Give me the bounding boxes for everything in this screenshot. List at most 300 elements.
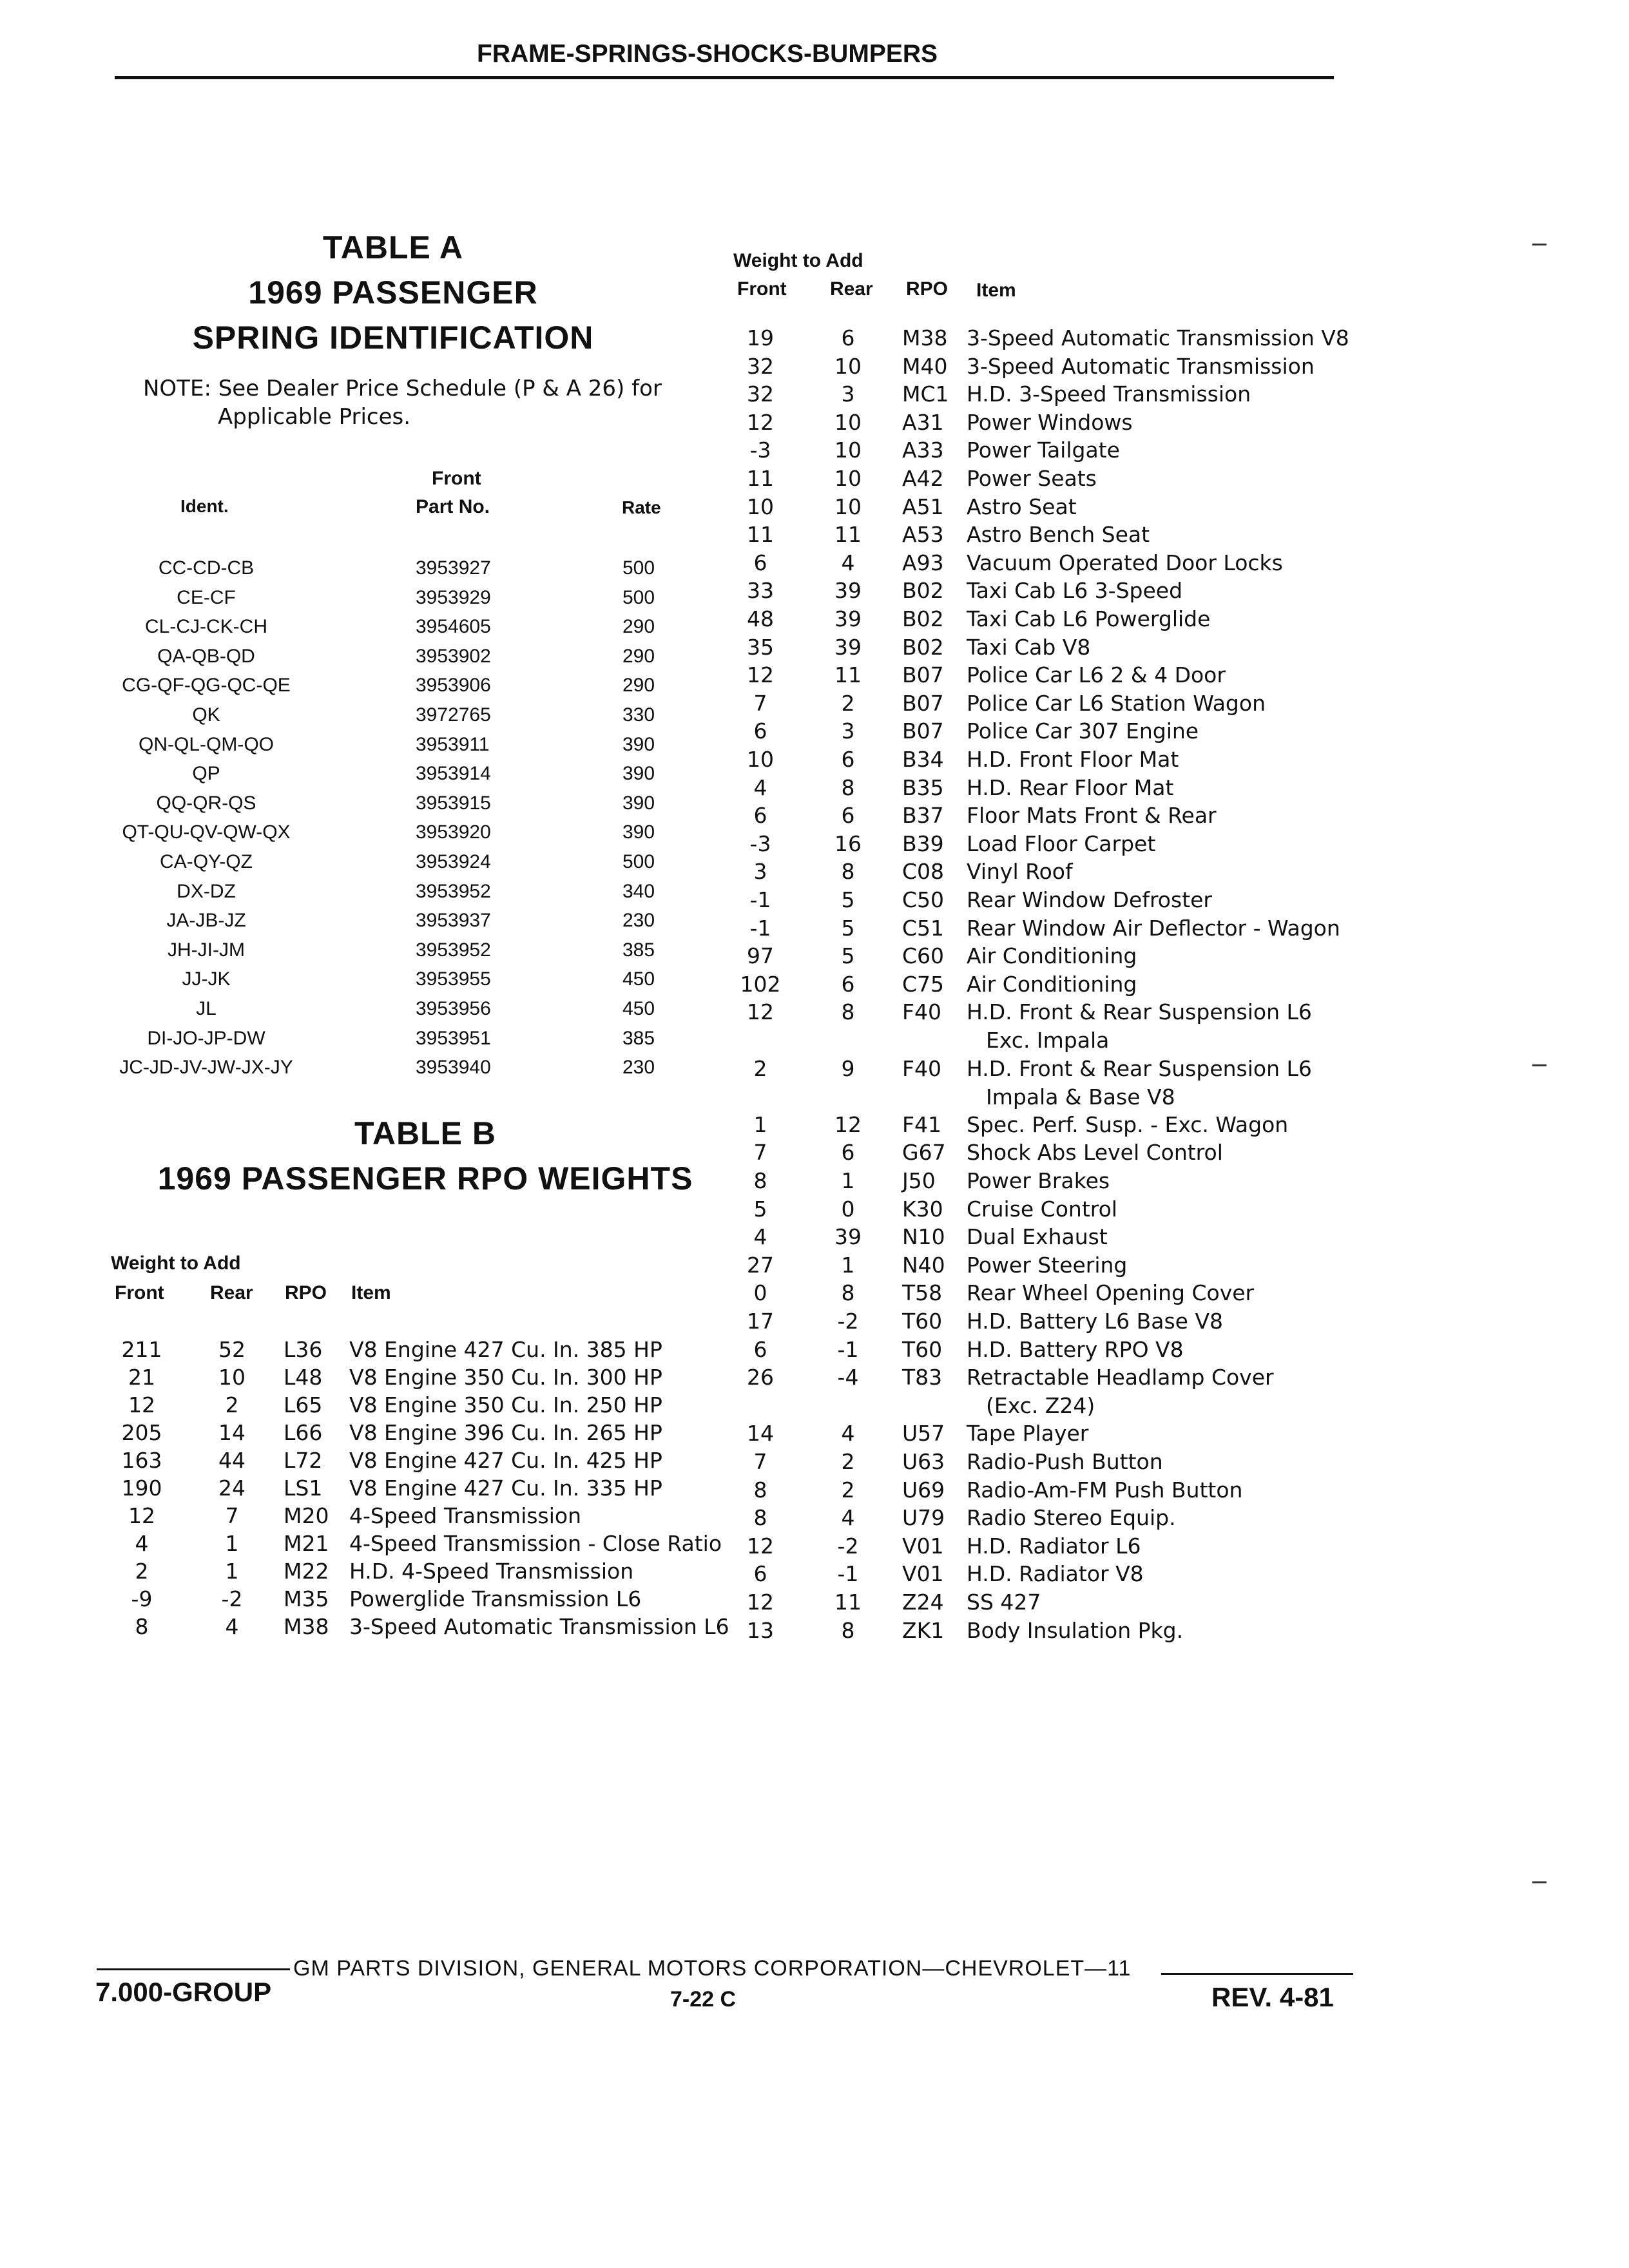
spring-rate: 385	[622, 939, 655, 961]
spring-part-number: 3953952	[416, 881, 491, 902]
weight-rear: 9	[841, 1056, 855, 1081]
table-row	[0, 718, 1353, 747]
weight-rear: -2	[221, 1586, 243, 1611]
spring-part-number: 3953937	[416, 910, 491, 931]
rpo-code: B07	[902, 662, 944, 687]
table-row	[0, 1056, 1353, 1110]
weight-front: 11	[747, 466, 774, 491]
weight-front: 12	[747, 1533, 774, 1559]
rpo-code: T58	[902, 1280, 943, 1305]
page-header-title: FRAME-SPRINGS-SHOCKS-BUMPERS	[477, 40, 938, 68]
spring-rate: 390	[622, 763, 655, 784]
weight-rear: 2	[841, 1477, 855, 1503]
spring-ident: DX-DZ	[177, 881, 236, 902]
weight-rear: 1	[225, 1531, 239, 1556]
rpo-item: V8 Engine 427 Cu. In. 425 HP	[349, 1448, 662, 1473]
rpo-code: U79	[902, 1505, 945, 1530]
weight-front: 7	[753, 1140, 767, 1165]
spring-ident: CG-QF-QG-QC-QE	[122, 675, 291, 696]
table-a-subtitle-2: SPRING IDENTIFICATION	[192, 320, 594, 356]
rpo-item: H.D. Front & Rear Suspension L6	[967, 999, 1312, 1024]
spring-rate: 500	[622, 557, 655, 579]
table-row	[0, 943, 1353, 972]
table-row	[0, 747, 1353, 775]
spring-ident: JC-JD-JV-JW-JX-JY	[119, 1057, 293, 1078]
weight-front: 4	[753, 1224, 767, 1249]
rpo-item: V8 Engine 350 Cu. In. 250 HP	[349, 1392, 662, 1418]
weight-rear: 8	[841, 1280, 855, 1305]
rpo-code: T60	[902, 1309, 943, 1334]
table-a-subtitle: 1969 PASSENGER	[248, 274, 538, 311]
rpo-code: A33	[902, 437, 944, 463]
weight-front: -9	[131, 1586, 153, 1611]
footer-division: GM PARTS DIVISION, GENERAL MOTORS CORPORATION—CHEVROLET—11	[293, 1956, 1132, 1981]
weight-front: 48	[747, 606, 774, 631]
weight-rear: 12	[834, 1112, 862, 1137]
footer-page-number: 7-22 C	[670, 1987, 737, 2012]
table-b-cont-col-item: Item	[976, 280, 1016, 301]
spring-ident: QP	[192, 763, 220, 784]
spring-part-number: 3953956	[416, 998, 491, 1019]
spring-rate: 500	[622, 851, 655, 872]
rpo-item: Dual Exhaust	[967, 1224, 1108, 1249]
weight-rear: 6	[841, 803, 855, 828]
spring-part-number: 3972765	[416, 704, 491, 726]
spring-ident: JL	[196, 998, 217, 1019]
rpo-code: L48	[284, 1365, 323, 1390]
weight-front: 8	[135, 1614, 149, 1639]
rpo-item: Spec. Perf. Susp. - Exc. Wagon	[967, 1112, 1289, 1137]
weight-rear: 4	[225, 1614, 239, 1639]
spring-part-number: 3953902	[416, 646, 491, 667]
margin-mark	[1532, 244, 1547, 245]
weight-rear: 6	[841, 325, 855, 351]
rpo-item-continued: Impala & Base V8	[986, 1084, 1175, 1110]
rpo-code: N10	[902, 1224, 945, 1249]
weight-rear: 52	[218, 1337, 246, 1362]
weight-rear: 2	[841, 691, 855, 716]
rpo-item: Air Conditioning	[967, 972, 1137, 997]
weight-rear: 44	[218, 1448, 246, 1473]
rpo-item: Cruise Control	[967, 1196, 1117, 1222]
rpo-item: V8 Engine 396 Cu. In. 265 HP	[349, 1420, 662, 1445]
rpo-item: Astro Seat	[967, 494, 1077, 519]
rpo-item: H.D. Rear Floor Mat	[967, 775, 1174, 800]
table-b-cont-col-rear: Rear	[830, 278, 873, 300]
rpo-item: Power Tailgate	[967, 437, 1120, 463]
rpo-item: Radio-Am-FM Push Button	[967, 1477, 1243, 1503]
spring-rate: 290	[622, 675, 655, 696]
weight-rear: 10	[834, 494, 862, 519]
rpo-code: LS1	[284, 1475, 323, 1501]
rpo-code: A51	[902, 494, 944, 519]
weight-front: 32	[747, 354, 774, 379]
weight-rear: 6	[841, 747, 855, 772]
weight-front: 6	[753, 1337, 767, 1362]
rpo-code: M35	[284, 1586, 329, 1611]
weight-front: 17	[747, 1309, 774, 1334]
rpo-item: SS 427	[967, 1590, 1041, 1615]
table-a-col-partno: Part No.	[416, 496, 490, 517]
rpo-item: V8 Engine 427 Cu. In. 335 HP	[349, 1475, 662, 1501]
table-row	[0, 1618, 1353, 1646]
rpo-item: Floor Mats Front & Rear	[967, 803, 1217, 828]
spring-rate: 230	[622, 1057, 655, 1078]
table-b-col-front: Front	[115, 1282, 164, 1303]
rpo-item: H.D. Battery RPO V8	[967, 1337, 1184, 1362]
rpo-code: ZK1	[902, 1618, 945, 1643]
rpo-code: M21	[284, 1531, 329, 1556]
rpo-item: Tape Player	[967, 1421, 1089, 1446]
weight-front: 7	[753, 691, 767, 716]
rpo-item: V8 Engine 427 Cu. In. 385 HP	[349, 1337, 662, 1362]
weight-rear: -1	[837, 1337, 859, 1362]
rpo-code: Z24	[902, 1590, 944, 1615]
rpo-item: Astro Bench Seat	[967, 522, 1150, 547]
weight-front: 26	[747, 1365, 774, 1390]
weight-front: 10	[747, 494, 774, 519]
weight-front: 14	[747, 1421, 774, 1446]
weight-front: 35	[747, 635, 774, 660]
weight-rear: -2	[837, 1533, 859, 1559]
table-b-title: TABLE B	[354, 1115, 496, 1151]
table-row	[0, 522, 1353, 550]
rpo-code: A93	[902, 550, 944, 575]
spring-ident: DI-JO-JP-DW	[147, 1028, 265, 1049]
weight-front: 2	[753, 1056, 767, 1081]
weight-front: 6	[753, 803, 767, 828]
rpo-code: F41	[902, 1112, 941, 1137]
weight-rear: 8	[841, 775, 855, 800]
weight-rear: 4	[841, 1505, 855, 1530]
rpo-item: H.D. Front & Rear Suspension L6	[967, 1056, 1312, 1081]
table-row	[0, 635, 1353, 663]
table-a-col-front: Front	[432, 468, 481, 489]
table-row	[0, 887, 1353, 916]
weight-rear: 14	[218, 1420, 246, 1445]
weight-rear: 5	[841, 887, 855, 912]
spring-rate: 450	[622, 998, 655, 1019]
rpo-code: C51	[902, 916, 945, 941]
table-a-col-rate: Rate	[622, 497, 661, 517]
table-row	[0, 1309, 1353, 1337]
table-b-cont-col-weight: Weight to Add	[733, 250, 863, 271]
rpo-item: Retractable Headlamp Cover	[967, 1365, 1274, 1390]
table-row	[0, 803, 1353, 831]
table-row	[0, 325, 1353, 354]
rpo-code: V01	[902, 1533, 944, 1559]
weight-rear: 11	[834, 522, 862, 547]
rpo-item: Shock Abs Level Control	[967, 1140, 1223, 1165]
rpo-code: A42	[902, 466, 944, 491]
weight-front: 205	[121, 1420, 162, 1445]
rpo-item: Police Car L6 Station Wagon	[967, 691, 1266, 716]
weight-front: 12	[747, 1590, 774, 1615]
weight-rear: 2	[841, 1449, 855, 1474]
rpo-code: F40	[902, 999, 941, 1024]
rpo-item: 3-Speed Automatic Transmission V8	[967, 325, 1349, 351]
rpo-item: 4-Speed Transmission	[349, 1503, 582, 1528]
weight-rear: 4	[841, 1421, 855, 1446]
rpo-code: MC1	[902, 381, 949, 407]
spring-ident: QT-QU-QV-QW-QX	[122, 822, 291, 843]
weight-rear: 8	[841, 999, 855, 1024]
rpo-code: B07	[902, 718, 944, 744]
rpo-item: Police Car L6 2 & 4 Door	[967, 662, 1226, 687]
table-row	[0, 381, 1353, 410]
weight-rear: 6	[841, 1140, 855, 1165]
rpo-code: B02	[902, 578, 944, 603]
table-row	[0, 831, 1353, 860]
weight-rear: 3	[841, 381, 855, 407]
table-a-note-2: Applicable Prices.	[218, 404, 411, 430]
weight-front: 11	[747, 522, 774, 547]
spring-rate: 450	[622, 968, 655, 990]
rpo-code: G67	[902, 1140, 946, 1165]
weight-rear: 11	[834, 662, 862, 687]
weight-rear: 1	[225, 1559, 239, 1584]
spring-rate: 340	[622, 881, 655, 902]
weight-front: 7	[753, 1449, 767, 1474]
spring-part-number: 3953952	[416, 939, 491, 961]
rpo-code: M40	[902, 354, 948, 379]
rpo-code: U63	[902, 1449, 945, 1474]
table-row	[0, 1196, 1353, 1225]
table-b-cont-col-rpo: RPO	[906, 278, 949, 300]
weight-front: -3	[749, 831, 771, 856]
rpo-item: Power Seats	[967, 466, 1097, 491]
weight-rear: 5	[841, 916, 855, 941]
rpo-item: Rear Wheel Opening Cover	[967, 1280, 1255, 1305]
spring-ident: QN-QL-QM-QO	[139, 734, 274, 755]
spring-part-number: 3953920	[416, 822, 491, 843]
rpo-item: H.D. Front Floor Mat	[967, 747, 1179, 772]
rpo-item-continued: Exc. Impala	[986, 1028, 1110, 1053]
rpo-code: C08	[902, 859, 945, 884]
rpo-code: U69	[902, 1477, 945, 1503]
rpo-code: A53	[902, 522, 944, 547]
table-row	[0, 662, 1353, 691]
spring-ident: CE-CF	[177, 587, 236, 608]
weight-rear: 1	[841, 1253, 855, 1278]
table-row	[0, 1561, 1353, 1590]
weight-rear: 16	[834, 831, 862, 856]
table-row	[0, 354, 1353, 382]
weight-rear: 6	[841, 972, 855, 997]
table-row	[0, 1140, 1353, 1168]
rpo-code: L72	[284, 1448, 323, 1473]
spring-rate: 290	[622, 646, 655, 667]
rpo-item: H.D. Radiator L6	[967, 1533, 1141, 1559]
rpo-code: B07	[902, 691, 944, 716]
rpo-code: L65	[284, 1392, 323, 1418]
weight-front: 8	[753, 1505, 767, 1530]
spring-part-number: 3953927	[416, 557, 491, 579]
table-row	[0, 1477, 1353, 1506]
weight-rear: 10	[834, 354, 862, 379]
table-a-title: TABLE A	[322, 229, 464, 265]
weight-rear: 10	[834, 437, 862, 463]
weight-front: 12	[128, 1503, 155, 1528]
rpo-item: Vacuum Operated Door Locks	[967, 550, 1283, 575]
spring-part-number: 3953951	[416, 1028, 491, 1049]
rpo-code: K30	[902, 1196, 943, 1222]
weight-rear: 10	[218, 1365, 246, 1390]
table-row	[0, 1533, 1353, 1562]
rpo-code: A31	[902, 410, 944, 435]
rpo-item: 3-Speed Automatic Transmission L6	[349, 1614, 729, 1639]
spring-part-number: 3953924	[416, 851, 491, 872]
spring-part-number: 3953955	[416, 968, 491, 990]
weight-front: 163	[121, 1448, 162, 1473]
margin-mark	[1532, 1064, 1547, 1066]
rpo-item: Power Windows	[967, 410, 1133, 435]
rpo-item-continued: (Exc. Z24)	[986, 1393, 1095, 1418]
rpo-code: T83	[902, 1365, 943, 1390]
weight-front: 12	[747, 999, 774, 1024]
table-row	[0, 1449, 1353, 1477]
weight-rear: 0	[841, 1196, 855, 1222]
weight-front: 12	[747, 662, 774, 687]
rpo-code: M20	[284, 1503, 329, 1528]
weight-front: 6	[753, 718, 767, 744]
rpo-code: L36	[284, 1337, 323, 1362]
weight-rear: 11	[834, 1590, 862, 1615]
table-row	[0, 1505, 1353, 1533]
weight-front: -1	[749, 916, 771, 941]
weight-rear: 10	[834, 466, 862, 491]
weight-rear: 39	[834, 1224, 862, 1249]
weight-rear: 8	[841, 859, 855, 884]
spring-rate: 230	[622, 910, 655, 931]
rpo-code: C75	[902, 972, 945, 997]
weight-front: 12	[128, 1392, 155, 1418]
weight-front: 12	[747, 410, 774, 435]
table-row	[0, 606, 1353, 635]
weight-rear: 8	[841, 1618, 855, 1643]
rpo-item: H.D. 4-Speed Transmission	[349, 1559, 634, 1584]
spring-ident: CL-CJ-CK-CH	[145, 616, 267, 637]
spring-rate: 330	[622, 704, 655, 726]
rpo-item: 3-Speed Automatic Transmission	[967, 354, 1315, 379]
table-b-col-rear: Rear	[210, 1282, 253, 1303]
weight-front: 6	[753, 1561, 767, 1586]
table-b-cont-col-front: Front	[737, 278, 787, 300]
spring-part-number: 3953929	[416, 587, 491, 608]
table-row	[0, 1590, 1353, 1618]
rpo-item: Taxi Cab L6 Powerglide	[967, 606, 1211, 631]
weight-rear: -4	[837, 1365, 859, 1390]
weight-rear: 7	[225, 1503, 239, 1528]
weight-rear: 2	[225, 1392, 239, 1418]
weight-front: 190	[121, 1475, 162, 1501]
weight-rear: 24	[218, 1475, 246, 1501]
spring-ident: CA-QY-QZ	[160, 851, 253, 872]
margin-mark	[1532, 1881, 1547, 1883]
table-row	[0, 1168, 1353, 1196]
spring-rate: 390	[622, 793, 655, 814]
table-row	[0, 1337, 1353, 1365]
table-row	[0, 916, 1353, 944]
table-b-subtitle: 1969 PASSENGER RPO WEIGHTS	[157, 1160, 693, 1196]
rpo-code: B02	[902, 635, 944, 660]
table-a-col-ident: Ident.	[180, 496, 229, 516]
table-b-col-weight: Weight to Add	[111, 1253, 241, 1274]
spring-ident: JA-JB-JZ	[166, 910, 246, 931]
rpo-item: Powerglide Transmission L6	[349, 1586, 642, 1611]
weight-front: 211	[121, 1337, 162, 1362]
footer-revision: REV. 4-81	[1211, 1982, 1334, 2012]
rpo-item: H.D. Radiator V8	[967, 1561, 1144, 1586]
weight-front: 8	[753, 1168, 767, 1193]
rpo-item: 4-Speed Transmission - Close Ratio	[349, 1531, 722, 1556]
table-row	[0, 1253, 1353, 1281]
weight-rear: -1	[837, 1561, 859, 1586]
spring-ident: CC-CD-CB	[158, 557, 255, 579]
table-row	[0, 1112, 1353, 1140]
weight-front: 5	[753, 1196, 767, 1222]
spring-ident: QQ-QR-QS	[156, 793, 256, 814]
rpo-code: U57	[902, 1421, 945, 1446]
weight-rear: 39	[834, 578, 862, 603]
rpo-item: Radio Stereo Equip.	[967, 1505, 1176, 1530]
spring-part-number: 3953914	[416, 763, 491, 784]
rpo-code: V01	[902, 1561, 944, 1586]
weight-front: 27	[747, 1253, 774, 1278]
weight-rear: -2	[837, 1309, 859, 1334]
table-row	[0, 466, 1353, 494]
rpo-item: Rear Window Air Deflector - Wagon	[967, 916, 1340, 941]
spring-part-number: 3954605	[416, 616, 491, 637]
weight-front: -3	[749, 437, 771, 463]
rpo-item: Radio-Push Button	[967, 1449, 1163, 1474]
weight-front: 3	[753, 859, 767, 884]
weight-front: 19	[747, 325, 774, 351]
rpo-code: N40	[902, 1253, 945, 1278]
weight-front: 4	[135, 1531, 149, 1556]
rpo-item: Taxi Cab V8	[967, 635, 1091, 660]
table-a-note: NOTE: See Dealer Price Schedule (P & A 26) for	[143, 376, 662, 401]
weight-front: 102	[740, 972, 781, 997]
footer-rule-right	[1161, 1973, 1353, 1975]
spring-ident: QK	[192, 704, 220, 726]
rpo-item: H.D. 3-Speed Transmission	[967, 381, 1251, 407]
weight-front: 6	[753, 550, 767, 575]
table-b-col-item: Item	[351, 1282, 391, 1303]
rpo-item: Rear Window Defroster	[967, 887, 1212, 912]
rpo-code: B37	[902, 803, 944, 828]
weight-front: 10	[747, 747, 774, 772]
table-row	[0, 578, 1353, 606]
weight-front: 13	[747, 1618, 774, 1643]
table-row	[0, 859, 1353, 887]
weight-front: 0	[753, 1280, 767, 1305]
weight-front: -1	[749, 887, 771, 912]
weight-rear: 10	[834, 410, 862, 435]
table-row	[0, 1421, 1353, 1449]
spring-rate: 390	[622, 822, 655, 843]
weight-rear: 4	[841, 550, 855, 575]
weight-rear: 5	[841, 943, 855, 968]
weight-front: 4	[753, 775, 767, 800]
table-b-col-rpo: RPO	[285, 1282, 327, 1303]
weight-front: 1	[753, 1112, 767, 1137]
header-rule	[115, 76, 1334, 79]
table-row	[0, 410, 1353, 438]
spring-ident: JH-JI-JM	[168, 939, 245, 961]
rpo-code: B02	[902, 606, 944, 631]
rpo-item: Load Floor Carpet	[967, 831, 1156, 856]
